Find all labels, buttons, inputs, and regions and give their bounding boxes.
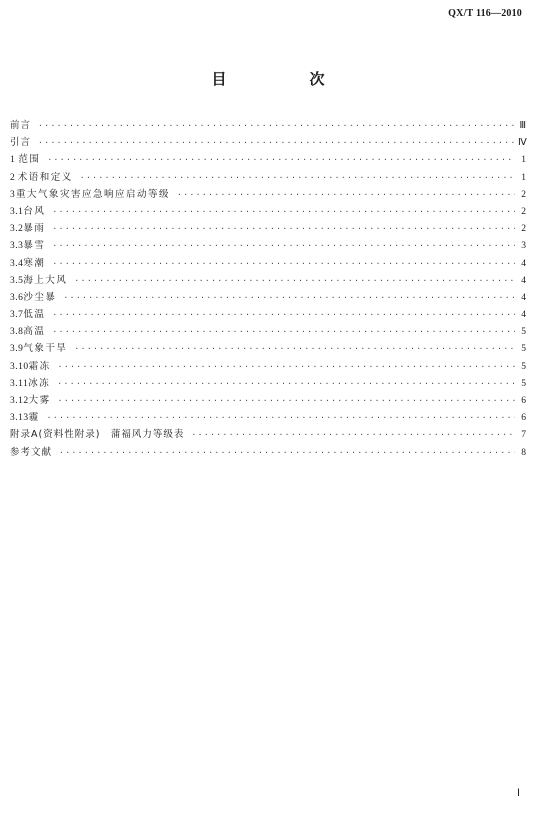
- toc-entry-number: 3.11: [10, 378, 29, 389]
- toc-entry-number: 3.3: [10, 241, 24, 252]
- toc-entry-page: 4: [521, 292, 526, 303]
- toc-entry-sea-gale[interactable]: [10, 272, 526, 289]
- toc-entry-label: 术语和定义: [17, 171, 73, 183]
- toc-entry-response-levels[interactable]: [10, 186, 526, 203]
- toc-entry-label: 低温: [23, 309, 46, 321]
- toc-entry-label: 附录A(资料性附录) 蒲福风力等级表: [10, 429, 185, 441]
- toc-dot-leader: [191, 426, 515, 443]
- toc-entry-page: 3: [521, 241, 526, 252]
- toc-entry-cold-wave[interactable]: [10, 255, 526, 272]
- toc-entry-label: 气象干旱: [23, 343, 68, 355]
- toc-entry-drought[interactable]: [10, 340, 526, 357]
- toc-entry-number: 3.5: [10, 275, 24, 286]
- toc-entry-label: 范围: [18, 154, 41, 166]
- toc-entry-number: 2: [10, 172, 16, 183]
- toc-entry-label: 重大气象灾害应急响应启动等级: [16, 188, 171, 200]
- toc-dot-leader: [52, 323, 515, 340]
- toc-entry-page: 2: [521, 206, 526, 217]
- toc-dot-leader: [59, 444, 515, 461]
- toc-entry-page: 7: [521, 430, 526, 441]
- toc-dot-leader: [52, 220, 515, 237]
- toc-entry-label: 暴雪: [23, 240, 46, 252]
- toc-entry-label: 沙尘暴: [23, 291, 57, 303]
- toc-entry-number: 3.1: [10, 206, 24, 217]
- toc-entry-page: 6: [521, 396, 526, 406]
- toc-entry-terms[interactable]: [10, 169, 526, 186]
- toc-entry-label: 暴雨: [23, 223, 46, 235]
- toc-dot-leader: [58, 392, 515, 409]
- toc-entry-label: 寒潮: [23, 257, 46, 269]
- toc-entry-label: 大雾: [28, 395, 51, 406]
- toc-dot-leader: [63, 289, 515, 306]
- toc-entry-label: 引言: [10, 137, 32, 149]
- toc-dot-leader: [58, 358, 515, 375]
- toc-entry-frost[interactable]: [10, 358, 526, 375]
- toc-entry-number: 3.12: [10, 396, 29, 406]
- toc-entry-page: 5: [521, 344, 526, 355]
- toc-entry-label: 参考文献: [10, 446, 53, 458]
- toc-dot-leader: [52, 237, 515, 254]
- toc-dot-leader: [74, 340, 515, 357]
- toc-entry-label: 霾: [28, 412, 40, 424]
- toc-dot-leader: [38, 134, 515, 151]
- toc-entry-label: 台风: [23, 205, 46, 217]
- toc-entry-page: Ⅲ: [519, 121, 526, 131]
- toc-entry-label: 冰冻: [28, 377, 51, 389]
- toc-entry-foreword[interactable]: [10, 117, 526, 134]
- toc-entry-page: 2: [521, 189, 526, 200]
- toc-entry-number: 3.13: [10, 413, 29, 424]
- toc-entry-label: 霜冻: [28, 360, 51, 372]
- toc-entry-typhoon[interactable]: [10, 203, 526, 220]
- toc-entry-sandstorm[interactable]: [10, 289, 526, 306]
- toc-entry-rainstorm[interactable]: [10, 220, 526, 237]
- table-of-contents: [10, 117, 526, 461]
- toc-entry-introduction[interactable]: [10, 134, 526, 151]
- toc-entry-page: 2: [521, 224, 526, 235]
- toc-dot-leader: [52, 255, 515, 272]
- toc-dot-leader: [52, 306, 515, 323]
- toc-entry-page: 8: [521, 447, 526, 458]
- toc-entry-page: 1: [521, 172, 526, 183]
- toc-entry-page: 5: [521, 361, 526, 372]
- toc-dot-leader: [47, 409, 515, 426]
- toc-entry-snowstorm[interactable]: [10, 237, 526, 254]
- toc-dot-leader: [47, 151, 515, 168]
- toc-entry-label: 前言: [10, 120, 32, 131]
- toc-entry-references[interactable]: [10, 444, 526, 461]
- toc-entry-high-temperature[interactable]: [10, 323, 526, 340]
- toc-dot-leader: [177, 186, 515, 203]
- toc-entry-number: 3.2: [10, 224, 24, 235]
- toc-entry-freezing[interactable]: [10, 375, 526, 392]
- toc-dot-leader: [74, 272, 515, 289]
- toc-entry-number: 3.6: [10, 292, 24, 303]
- toc-entry-number: 3: [10, 189, 16, 200]
- toc-entry-page: 5: [521, 327, 526, 338]
- toc-entry-page: 1: [521, 155, 526, 166]
- page-number: Ⅰ: [517, 788, 520, 799]
- toc-entry-appendix-a[interactable]: [10, 426, 526, 443]
- toc-entry-label: 海上大风: [23, 274, 68, 286]
- toc-entry-number: 3.4: [10, 258, 24, 269]
- toc-entry-haze[interactable]: [10, 409, 526, 426]
- toc-entry-page: 5: [521, 378, 526, 389]
- toc-entry-dense-fog[interactable]: [10, 392, 526, 409]
- toc-entry-number: 1: [10, 155, 16, 166]
- toc-dot-leader: [52, 203, 515, 220]
- page-title: 目 次: [211, 70, 359, 88]
- toc-entry-page: Ⅳ: [518, 138, 527, 149]
- toc-entry-label: 高温: [23, 326, 46, 338]
- toc-entry-low-temperature[interactable]: [10, 306, 526, 323]
- toc-entry-scope[interactable]: [10, 151, 526, 168]
- toc-entry-page: 6: [521, 413, 526, 424]
- toc-entry-page: 4: [521, 258, 526, 269]
- toc-entry-number: 3.10: [10, 361, 29, 372]
- toc-entry-page: 4: [521, 310, 526, 321]
- toc-dot-leader: [80, 169, 515, 186]
- toc-dot-leader: [38, 117, 515, 134]
- standard-code: QX/T 116—2010: [448, 8, 522, 19]
- toc-entry-number: 3.7: [10, 310, 24, 321]
- toc-entry-number: 3.9: [10, 344, 24, 355]
- toc-entry-page: 4: [521, 275, 526, 286]
- toc-dot-leader: [57, 375, 515, 392]
- toc-entry-number: 3.8: [10, 327, 24, 338]
